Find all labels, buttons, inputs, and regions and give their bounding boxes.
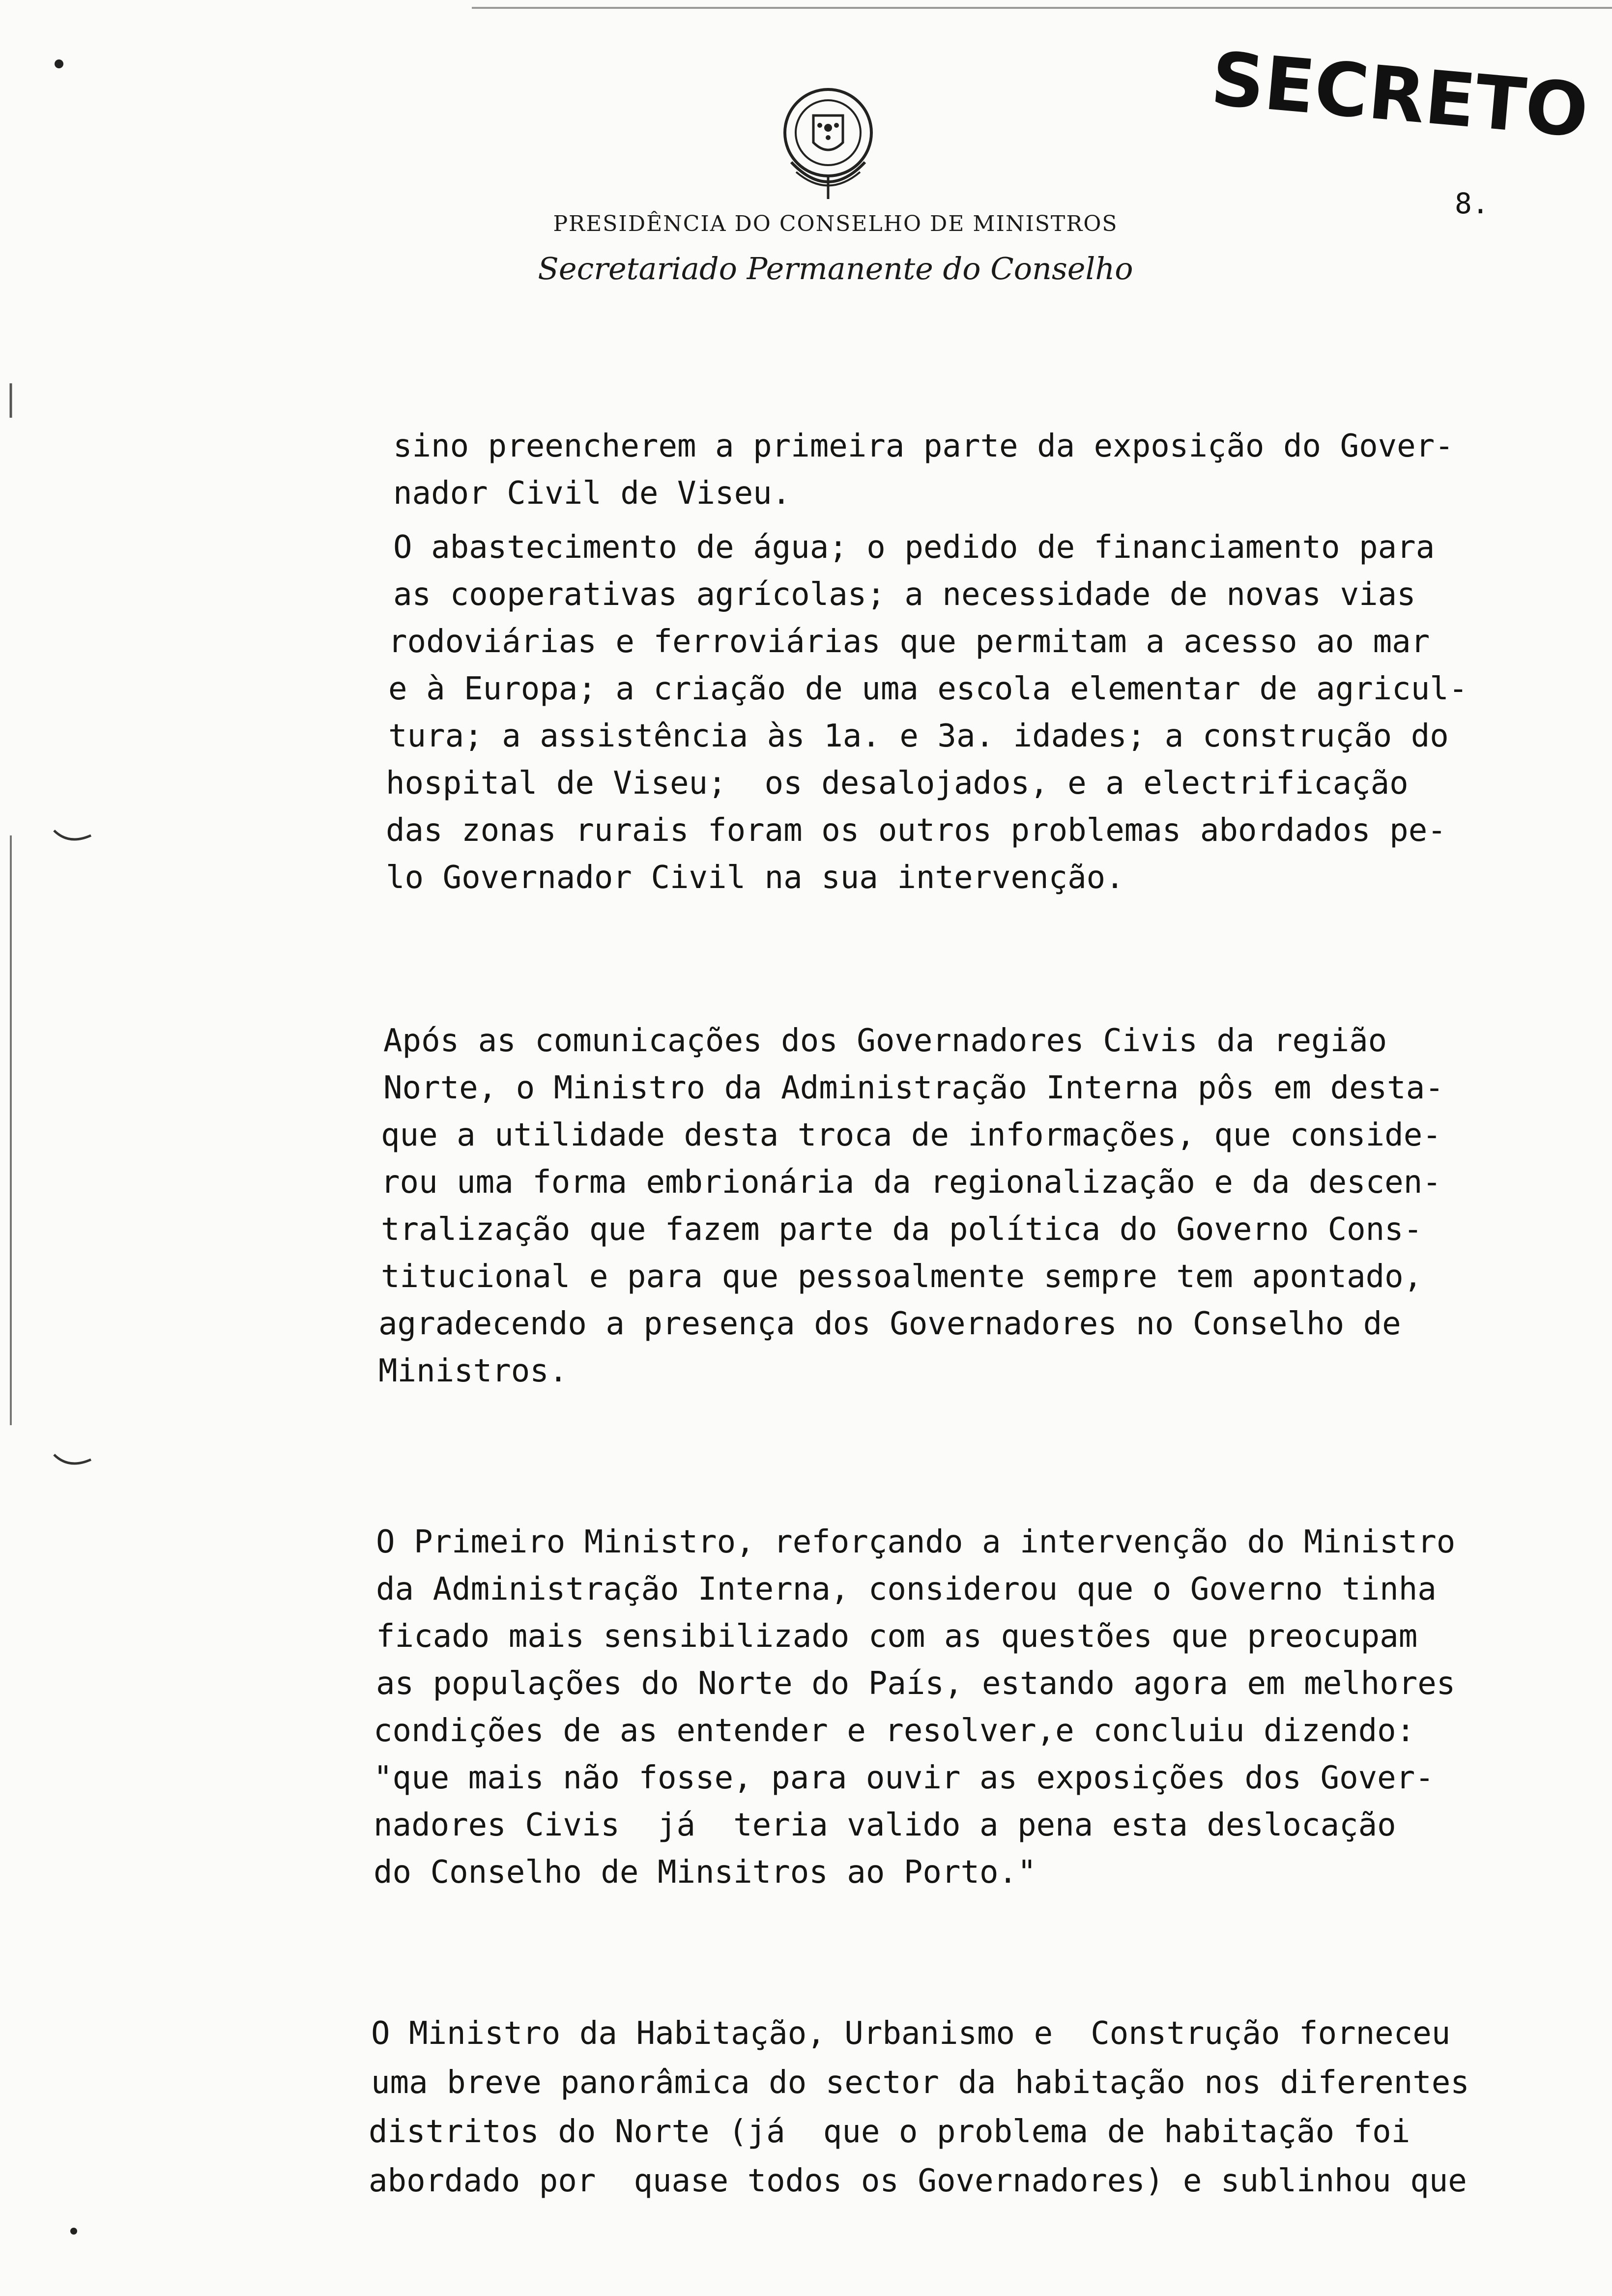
page-number: 8.	[1455, 187, 1489, 220]
department-name: Secretariado Permanente do Conselho	[538, 251, 1133, 287]
text-line: da Administração Interna, considerou que o Governo tinha	[376, 1571, 1437, 1607]
text-line: e à Europa; a criação de uma escola elementar de agricul-	[388, 671, 1468, 707]
stamp-text: SECRETO	[1208, 36, 1592, 155]
text-line: uma breve panorâmica do sector da habitação nos diferentes	[371, 2065, 1469, 2101]
text-line: Norte, o Ministro da Administração Interna pôs em desta-	[383, 1070, 1444, 1106]
text-line: O Ministro da Habitação, Urbanismo e Construção forneceu	[371, 2015, 1451, 2052]
text-line: condições de as entender e resolver,e concluiu dizendo:	[374, 1713, 1415, 1749]
text-line: tura; a assistência às 1a. e 3a. idades; a construção do	[388, 718, 1449, 754]
text-line: ficado mais sensibilizado com as questões que preocupam	[376, 1618, 1418, 1655]
text-line: sino preencherem a primeira parte da exposição do Gover-	[393, 428, 1454, 464]
text-line: O Primeiro Ministro, reforçando a intervenção do Ministro	[376, 1524, 1456, 1560]
text-line: as cooperativas agrícolas; a necessidade de novas vias	[393, 576, 1416, 613]
text-line: as populações do Norte do País, estando agora em melhores	[376, 1665, 1456, 1702]
text-line: nador Civil de Viseu.	[393, 475, 791, 512]
text-line: distritos do Norte (já que o problema de habitação foi	[369, 2114, 1410, 2150]
text-line: Após as comunicações dos Governadores Civis da região	[383, 1023, 1387, 1059]
text-line: rodoviárias e ferroviárias que permitam a acesso ao mar	[388, 624, 1430, 660]
text-line: tralização que fazem parte da política do Governo Cons-	[381, 1211, 1423, 1248]
text-line: O abastecimento de água; o pedido de financiamento para	[393, 529, 1435, 566]
coat-of-arms-seal-icon	[767, 79, 890, 206]
text-line: das zonas rurais foram os outros problemas abordados pe-	[386, 812, 1446, 849]
scan-edge-line	[472, 7, 1612, 9]
text-line: agradecendo a presença dos Governadores no Conselho de	[378, 1306, 1401, 1342]
secret-stamp	[1199, 36, 1592, 172]
organization-name: PRESIDÊNCIA DO CONSELHO DE MINISTROS	[553, 211, 1118, 236]
text-line: Ministros.	[378, 1353, 568, 1389]
text-line: nadores Civis já teria valido a pena esta deslocação	[374, 1807, 1396, 1843]
text-line: do Conselho de Minsitros ao Porto."	[374, 1854, 1036, 1891]
text-line: titucional e para que pessoalmente sempre tem apontado,	[381, 1259, 1423, 1295]
margin-scan-marks	[0, 0, 98, 2296]
text-line: abordado por quase todos os Governadores) e sublinhou que	[369, 2163, 1467, 2199]
text-line: rou uma forma embrionária da regionalização e da descen-	[381, 1164, 1441, 1201]
text-line: que a utilidade desta troca de informações, que conside-	[381, 1117, 1441, 1153]
text-line: hospital de Viseu; os desalojados, e a electrificação	[386, 765, 1409, 802]
text-line: lo Governador Civil na sua intervenção.	[386, 860, 1124, 896]
text-line: "que mais não fosse, para ouvir as exposições dos Gover-	[374, 1760, 1434, 1796]
